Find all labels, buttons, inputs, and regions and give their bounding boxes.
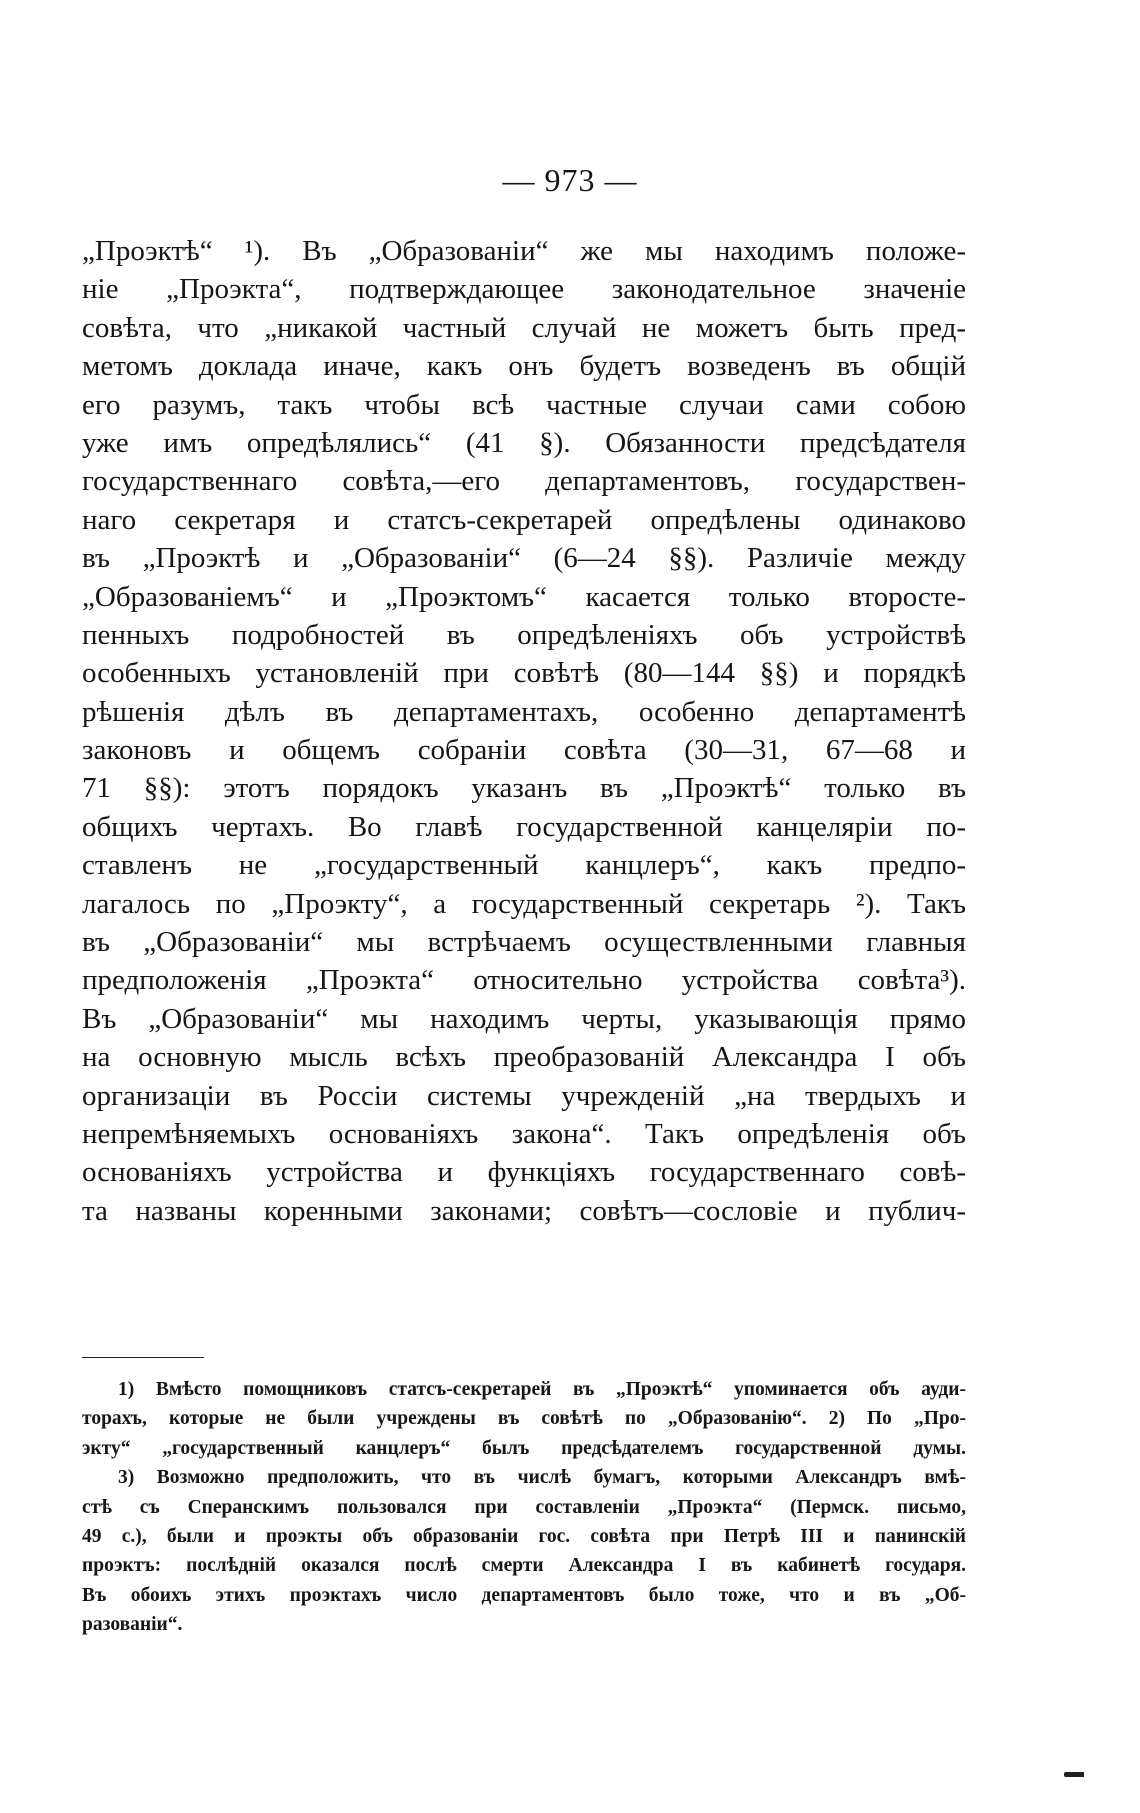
text-line: уже имъ опредѣлялись“ (41 §). Обязанности предсѣдателя <box>82 426 966 459</box>
text-line: законовъ и общемъ собраніи совѣта (30—31, 67—68 и <box>82 734 966 767</box>
footnote-line: проэктъ: послѣдній оказался послѣ смерти Александра I въ кабинетѣ государя. <box>82 1555 966 1577</box>
text-line: особенныхъ установленій при совѣтѣ (80—144 §§) и порядкѣ <box>82 657 966 690</box>
text-line: „Образованіемъ“ и „Проэктомъ“ касается только второсте- <box>82 580 966 613</box>
text-line: въ „Проэктѣ и „Образованіи“ (6—24 §§). Различіе между <box>82 542 966 575</box>
text-line: ставленъ не „государственный канцлеръ“, какъ предпо- <box>82 849 966 882</box>
text-line: Въ „Образованіи“ мы находимъ черты, указывающія прямо <box>82 1002 966 1035</box>
text-line: его разумъ, такъ чтобы всѣ частные случаи сами собою <box>82 388 966 421</box>
footnote-line: стѣ съ Сперанскимъ пользовался при составленіи „Проэкта“ (Пермск. письмо, <box>82 1496 966 1518</box>
body-text <box>82 232 966 1230</box>
text-line: ніе „Проэкта“, подтверждающее законодательное значеніе <box>82 273 966 306</box>
footnote-line: разованіи“. <box>82 1614 183 1636</box>
text-line: на основную мысль всѣхъ преобразованій Александра I объ <box>82 1041 966 1074</box>
footnote-line: 49 с.), были и проэкты объ образованіи гос. совѣта при Петрѣ III и панинскій <box>82 1525 966 1547</box>
text-line: общихъ чертахъ. Во главѣ государственной канцеляріи по- <box>82 810 966 843</box>
text-line: совѣта, что „никакой частный случай не можетъ быть пред- <box>82 311 966 344</box>
text-line: въ „Образованіи“ мы встрѣчаемъ осуществленными главныя <box>82 926 966 959</box>
footnote-line: Въ обоихъ этихъ проэктахъ число департаментовъ было тоже, что и въ „Об- <box>82 1584 966 1606</box>
text-line: предположенія „Проэкта“ относительно устройства совѣта³). <box>82 964 966 997</box>
text-line: „Проэктѣ“ ¹). Въ „Образованіи“ же мы находимъ положе- <box>82 235 966 267</box>
footnotes <box>82 1375 966 1640</box>
page-number: — 973 — <box>502 162 638 198</box>
footnote-line: 3) Возможно предположить, что въ числѣ бумагъ, которыми Александръ вмѣ- <box>118 1467 966 1489</box>
text-line: организаціи въ Россіи системы учрежденій „на твердыхъ и <box>82 1079 966 1112</box>
footnote-separator <box>82 1357 204 1358</box>
text-line: непремѣняемыхъ основаніяхъ закона“. Такъ опредѣленія объ <box>82 1117 966 1150</box>
footnote-line: торахъ, которые не были учреждены въ совѣтѣ по „Образованію“. 2) По „Про- <box>82 1408 966 1430</box>
text-line: наго секретаря и статсъ-секретарей опредѣлены одинаково <box>82 503 966 536</box>
text-line: лагалось по „Проэкту“, а государственный секретарь ²). Такъ <box>82 887 966 920</box>
footnote-line: 1) Вмѣсто помощниковъ статсъ-секретарей въ „Проэктѣ“ упоминается объ ауди- <box>118 1379 966 1400</box>
text-line: государственнаго совѣта,—его департаментовъ, государствен- <box>82 465 966 498</box>
text-line: метомъ доклада иначе, какъ онъ будетъ возведенъ въ общій <box>82 350 966 383</box>
text-line: пенныхъ подробностей въ опредѣленіяхъ объ устройствѣ <box>82 618 966 651</box>
text-line: рѣшенія дѣлъ въ департаментахъ, особенно департаментѣ <box>82 695 966 728</box>
text-line: та названы коренными законами; совѣтъ—сословіе и публич- <box>82 1194 966 1227</box>
print-mark <box>1064 1772 1084 1777</box>
footnote-line: экту“ „государственный канцлеръ“ былъ предсѣдателемъ государственной думы. <box>82 1437 966 1459</box>
text-line: 71 §§): этотъ порядокъ указанъ въ „Проэктѣ“ только въ <box>82 772 966 805</box>
text-line: основаніяхъ устройства и функціяхъ государственнаго совѣ- <box>82 1156 966 1189</box>
